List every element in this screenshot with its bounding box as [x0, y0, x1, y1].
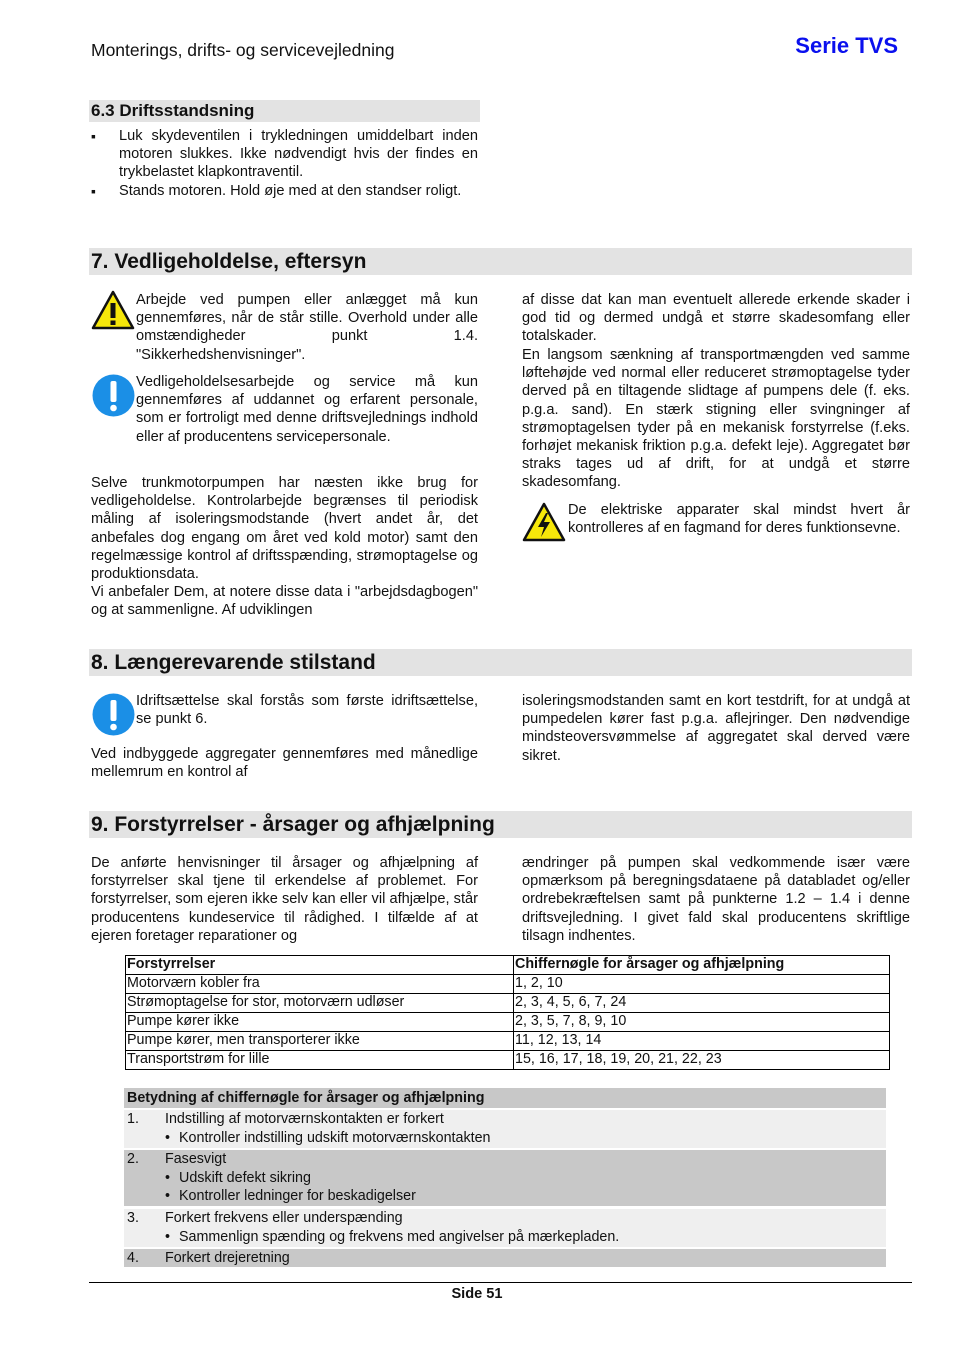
column-header: Forstyrrelser: [126, 956, 514, 975]
key-row-3: [124, 1209, 886, 1247]
standstill-paragraph-2: isoleringsmodstanden samt en kort testdrift, for at undgå at pumpedelen kører fast p.g.a. aflejringer. Den nødvendige mindsteoversvømmelse af aggregatet skal derved være sikret.: [522, 693, 910, 764]
key-item-text: Udskift defekt sikring: [179, 1169, 311, 1186]
warning-text: Arbejde ved pumpen eller anlægget må kun gennemføres, når de står stille. Overhold under alle omstændigheder punkt 1.4. "Sikkerhedshenvisninger".: [136, 292, 478, 363]
table-row: [126, 1051, 890, 1070]
faults-intro-paragraph-2: ændringer på pumpen skal vedkommende især være opmærksom på beregningsdataene på databladet og/eller ordrebekræftelsen samt på punkterne 1.2 – 1.4 i denne driftsvejledning. I givet fald skal producentens skriftlige tilsagn indhentes.: [522, 855, 910, 944]
fault-table: [125, 955, 890, 1070]
key-number: 1.: [124, 1110, 161, 1148]
list-item: ▪ Stands motoren. Hold øje med at den standser roligt.: [89, 182, 478, 200]
key-cell: 2, 3, 4, 5, 6, 7, 24: [514, 994, 890, 1013]
key-cell: 2, 3, 5, 7, 8, 9, 10: [514, 1013, 890, 1032]
table-row: [126, 1032, 890, 1051]
list-item: • Sammenlign spænding og frekvens med angivelser på mærkepladen.: [165, 1228, 620, 1245]
key-title: Forkert drejeretning: [165, 1250, 290, 1266]
column-header: Chiffernøgle for årsager og afhjælpning: [514, 956, 890, 975]
commissioning-notice: Idriftsættelse skal forstås som første idriftsættelse, se punkt 6.: [136, 693, 478, 728]
key-body: [161, 1249, 886, 1267]
notice-exclamation-icon: [92, 693, 135, 736]
series-title: Serie TVS: [795, 33, 898, 58]
key-number: 2.: [124, 1150, 161, 1206]
warning-triangle-icon: [91, 290, 135, 330]
fault-cell: Transportstrøm for lille: [126, 1051, 514, 1070]
list-item: • Kontroller indstilling udskift motorværnskontakten: [165, 1129, 491, 1146]
standstill-paragraph: Ved indbyggede aggregater gennemføres med månedlige mellemrum en kontrol af: [91, 746, 478, 781]
key-item-text: Kontroller indstilling udskift motorværnskontakten: [179, 1129, 491, 1146]
key-table-heading: Betydning af chiffernøgle for årsager og afhjælpning: [124, 1088, 886, 1108]
key-row-1: [124, 1110, 886, 1148]
key-title: Indstilling af motorværnskontakten er forkert: [165, 1111, 444, 1127]
key-body: [161, 1110, 886, 1148]
section-heading-9: 9. Forstyrrelser - årsager og afhjælpning: [89, 811, 912, 838]
fault-cell: Strømoptagelse for stor, motorværn udløser: [126, 994, 514, 1013]
table-row: [126, 994, 890, 1013]
table-row: [126, 1013, 890, 1032]
key-item-text: Sammenlign spænding og frekvens med angivelser på mærkepladen.: [179, 1228, 620, 1245]
list-item: • Udskift defekt sikring: [165, 1169, 311, 1186]
key-body: [161, 1209, 886, 1247]
key-cell: 11, 12, 13, 14: [514, 1032, 890, 1051]
faults-intro-paragraph: De anførte henvisninger til årsager og afhjælpning af forstyrrelser skal tjene til erkendelse af problemet. For forstyrrelser, som ejeren ikke selv kan eller vil afhjælpe, står producentens kundeservice til rådighed. I tilfælde af at ejeren foretager reparationer og: [91, 855, 478, 944]
notice-text: Vedligeholdelsesarbejde og service må kun gennemføres af uddannet og erfarent personale, som er fortroligt med denne driftsvejlednings indhold eller af producentens servicepersonale.: [136, 374, 478, 445]
maintenance-paragraph: Selve trunkmotorpumpen har næsten ikke brug for vedligeholdelse. Kontrolarbejde begrænses til periodisk måling af isoleringsmodstande (hvert andet år, det anbefales dog engang om året ved kold motor) samt den regelmæssige kontrol af driftsspænding, strømoptagelse og produktionsdata.: [91, 475, 478, 583]
page-number: Side 51: [451, 1286, 503, 1302]
key-item-text: Kontroller ledninger for beskadigelser: [179, 1188, 416, 1204]
damage-paragraph: af disse dat kan man eventuelt allerede erkende skader i god tid og dermed undgå et større skadesomfang eller totalskader.: [522, 292, 910, 345]
key-number: 3.: [124, 1209, 161, 1247]
key-title: Forkert frekvens eller underspænding: [165, 1210, 403, 1226]
key-title: Fasesvigt: [165, 1151, 227, 1167]
table-header-row: [126, 956, 890, 975]
section-heading-7: 7. Vedligeholdelse, eftersyn: [89, 248, 912, 275]
list-item: • Kontroller ledninger for beskadigelser: [165, 1188, 416, 1204]
section-heading-8: 8. Længerevarende stilstand: [89, 649, 912, 676]
key-row-4: [124, 1249, 886, 1267]
key-cell: 15, 16, 17, 18, 19, 20, 21, 22, 23: [514, 1051, 890, 1070]
key-number: 4.: [124, 1249, 161, 1267]
fault-cell: Motorværn kobler fra: [126, 975, 514, 994]
document-title: Monterings, drifts- og servicevejledning: [91, 40, 395, 60]
wear-paragraph: En langsom sænkning af transportmængden ved samme løftehøjde ved normal eller reduceret strømoptagelse tyder derved på en tiltagende slidtage af pumpens dele (f. eks. p.g.a. sand). En stærk stigning eller svingninger af strømoptagelsen tyder på en mekanisk forstyrrelse (f.eks. forhøjet mekanisk friktion p.g.a. defekt leje). Aggregatet bør straks tages ud af drift, for at undgå et større skadesomfang.: [522, 347, 910, 491]
fault-cell: Pumpe kører, men transporterer ikke: [126, 1032, 514, 1051]
key-body: [161, 1150, 886, 1206]
notice-exclamation-icon: [92, 374, 135, 417]
fault-cell: Pumpe kører ikke: [126, 1013, 514, 1032]
key-cell: 1, 2, 10: [514, 975, 890, 994]
section-heading-6-3: 6.3 Driftsstandsning: [89, 100, 480, 122]
list-item: ▪ Luk skydeventilen i trykledningen umiddelbart inden motoren slukkes. Ikke nødvendigt hvis der findes en trykbelastet klapkontraventil.: [89, 127, 478, 182]
maintenance-paragraph-2: Vi anbefaler Dem, at notere disse data i "arbejdsdagbogen" og at sammenligne. Af udviklingen: [91, 584, 478, 619]
electrical-hazard-icon: [522, 502, 566, 542]
key-row-2: [124, 1150, 886, 1206]
table-row: [126, 975, 890, 994]
shutdown-steps-list: [89, 127, 478, 200]
electrical-text: De elektriske apparater skal mindst hvert år kontrolleres af en fagmand for deres funktionsevne.: [568, 502, 910, 537]
footer-divider: [89, 1282, 912, 1283]
